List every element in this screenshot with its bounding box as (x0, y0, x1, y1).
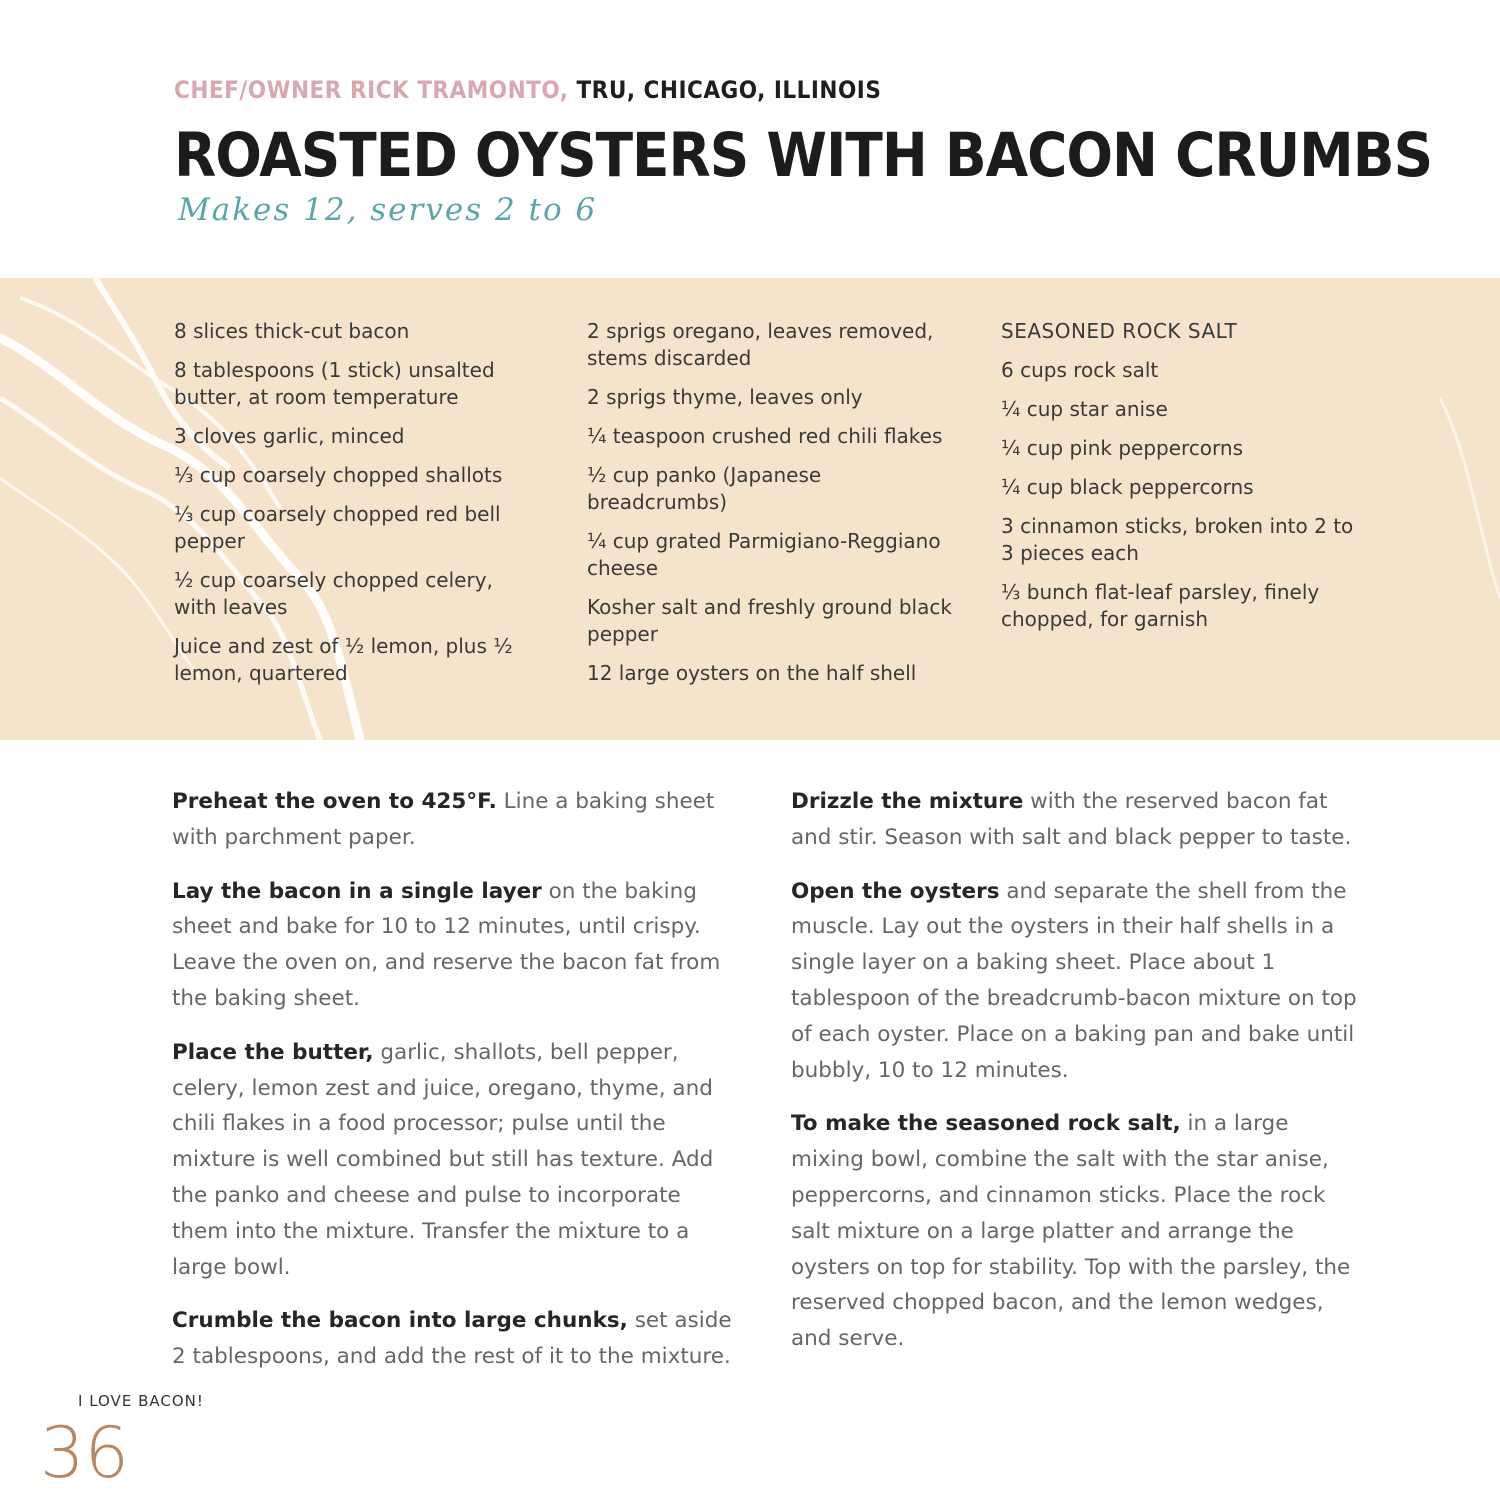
step-text: set aside 2 tablespoons, and add the rest of it to the mixture. (172, 1308, 732, 1370)
restaurant-location: TRU, CHICAGO, ILLINOIS (576, 76, 882, 104)
ingredient-item: 8 tablespoons (1 stick) unsalted butter, at room temperature (174, 358, 495, 409)
ingredient-item: ¼ cup pink peppercorns (1001, 436, 1244, 460)
ingredient-item: 3 cinnamon sticks, broken into 2 to 3 pieces each (1001, 514, 1354, 565)
recipe-yield: Makes 12, serves 2 to 6 (178, 192, 598, 228)
chef-credit (174, 76, 881, 104)
ingredient-item: 3 cloves garlic, minced (174, 424, 405, 448)
ingredient-item: ⅓ cup coarsely chopped shallots (174, 463, 503, 487)
ingredient-item: 2 sprigs thyme, leaves only (587, 385, 863, 409)
ingredient-item: ¼ cup star anise (1001, 397, 1168, 421)
step-text: garlic, shallots, bell pepper, celery, lemon zest and juice, oregano, thyme, and chili flakes in a food processor; pulse until the mixture is well combined but still has texture. Add the panko and cheese and pulse to incorporate them into the mixture. Transfer the mixture to a large bowl. (172, 1039, 714, 1280)
method-step (791, 784, 1357, 856)
step-text: Line a baking sheet with parchment paper. (172, 789, 715, 850)
ingredient-item: ¼ cup black peppercorns (1001, 475, 1254, 499)
step-lead: Drizzle the mixture (791, 789, 1024, 814)
ingredients-column-3 (1001, 318, 1371, 645)
ingredient-item: ½ cup panko (Japanese breadcrumbs) (587, 463, 822, 514)
step-lead: To make the seasoned rock salt, (791, 1111, 1181, 1137)
ingredient-item: Kosher salt and freshly ground black pepper (587, 595, 952, 646)
page-number: 36 (40, 1412, 130, 1494)
ingredient-item: 6 cups rock salt (1001, 358, 1159, 382)
ingredients-column-2 (587, 318, 957, 699)
ingredient-item: ⅓ cup coarsely chopped red bell pepper (174, 502, 501, 553)
step-text: and separate the shell from the muscle. Lay out the oysters in their half shells in a single layer on a baking sheet. Place about 1 tablespoon of the breadcrumb-bacon mixture on top of each oyster. Place on a baking pan and bake until bubbly, 10 to 12 minutes. (791, 878, 1357, 1083)
ingredient-item: Juice and zest of ½ lemon, plus ½ lemon, quartered (174, 634, 513, 685)
method-column-left (172, 784, 738, 1393)
method-column-right (791, 784, 1357, 1375)
method-step (791, 1106, 1357, 1357)
ingredients-column-1 (174, 318, 534, 699)
method-step (172, 784, 738, 856)
method-step (172, 1035, 738, 1286)
ingredient-item: ½ cup coarsely chopped celery, with leaves (174, 568, 493, 619)
step-lead: Open the oysters (791, 878, 1000, 904)
ingredient-item: 2 sprigs oregano, leaves removed, stems discarded (587, 319, 934, 370)
step-text: in a large mixing bowl, combine the salt with the star anise, peppercorns, and cinnamon sticks. Place the rock salt mixture on a large platter and arrange the oysters on top for stability. Top with the parsley, the reserved chopped bacon, and the lemon wedges, and serve. (791, 1111, 1351, 1352)
ingredient-item: ¼ teaspoon crushed red chili flakes (587, 424, 943, 448)
ingredient-item: 8 slices thick-cut bacon (174, 319, 410, 343)
recipe-title: ROASTED OYSTERS WITH BACON CRUMBS (174, 120, 1433, 191)
ingredient-item: ⅓ bunch flat-leaf parsley, finely chopped, for garnish (1001, 580, 1320, 631)
chef-name: CHEF/OWNER RICK TRAMONTO, (174, 76, 569, 104)
ingredient-item: ¼ cup grated Parmigiano-Reggiano cheese (587, 529, 941, 580)
step-lead: Lay the bacon in a single layer (172, 878, 542, 904)
method-step (172, 874, 738, 1017)
step-lead: Place the butter, (172, 1039, 374, 1065)
step-lead: Preheat the oven to 425°F. (172, 789, 497, 814)
book-title: I LOVE BACON! (78, 1392, 204, 1410)
method-step (172, 1303, 738, 1375)
ingredient-item: 12 large oysters on the half shell (587, 661, 917, 685)
method-step (791, 874, 1357, 1089)
step-lead: Crumble the bacon into large chunks, (172, 1308, 628, 1334)
rock-salt-heading: SEASONED ROCK SALT (1001, 319, 1238, 343)
step-text: with the reserved bacon fat and stir. Season with salt and black pepper to taste. (791, 789, 1352, 850)
step-text: on the baking sheet and bake for 10 to 12 minutes, until crispy. Leave the oven on, and reserve the bacon fat from the baking sheet. (172, 878, 721, 1011)
